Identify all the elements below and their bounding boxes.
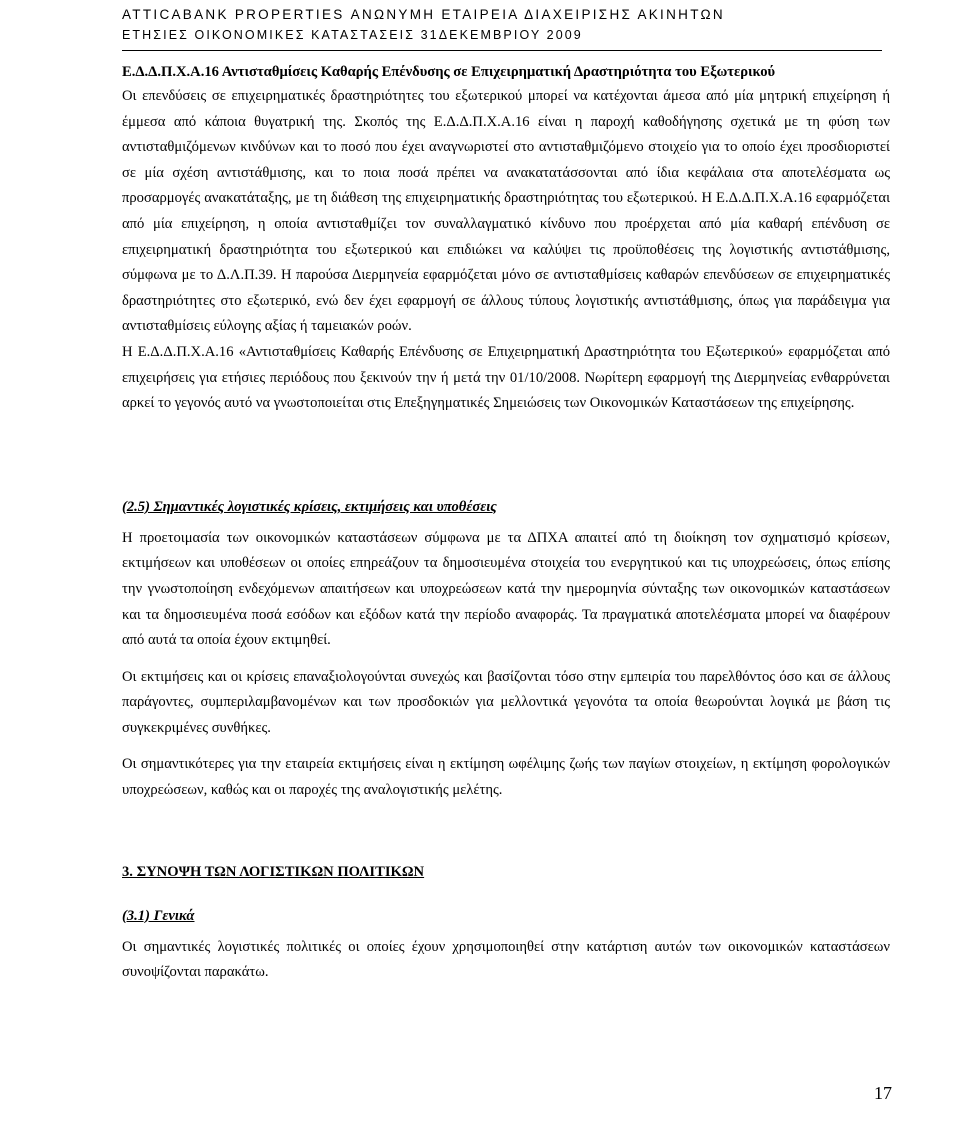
section-2-5-paragraph-3: Οι σημαντικότερες για την εταιρεία εκτιμήσεις είναι η εκτίμηση ωφέλιμης ζωής των παγίων στοιχείων, η εκτίμηση φορολογικών υποχρεώσεων, καθώς και οι παροχές της αναλογιστικής μελέτης. bbox=[122, 756, 890, 799]
section-2-5-heading: (2.5) Σημαντικές λογιστικές κρίσεις, εκτιμήσεις και υποθέσεις bbox=[122, 498, 497, 515]
section-3-1-heading: (3.1) Γενικά bbox=[122, 907, 195, 924]
section-ed16-paragraph-1: Οι επενδύσεις σε επιχειρηματικές δραστηριότητες του εξωτερικού μπορεί να κατέχονται άμεσα από μία μητρική επιχείρηση ή έμμεσα από κάποια θυγατρική της. Σκοπός της Ε.Δ.Δ.Π.Χ.Α.16 είναι η παροχή καθοδήγησης σχετικά με τη φύση των αντισταθμιζόμενων κινδύνων και το ποσό που έχει αναγνωριστεί στο αντισταθμιζόμενο στοιχείο για το οποίο έχει προσδιοριστεί σε μία σχέση αντιστάθμισης, και το ποια ποσά πρέπει να ανακατατάσσονται από ίδια κεφάλαια στα αποτελέσματα ως προσαρμογές ανακατάταξης, με τη διάθεση της επιχειρηματικής δραστηριότητας του εξωτερικού. Η Ε.Δ.Δ.Π.Χ.Α.16 εφαρμόζεται από μία επιχείρηση, η οποία αντισταθμίζει τον συναλλαγματικό κίνδυνο που προέρχεται από μία καθαρή επένδυση σε επιχειρηματική δραστηριότητα του εξωτερικού και επιδιώκει να καλύψει τις προϋποθέσεις της λογιστικής αντιστάθμισης, σύμφωνα με το Δ.Λ.Π.39. Η παρούσα Διερμηνεία εφαρμόζεται μόνο σε αντισταθμίσεις καθαρών επενδύσεων σε επιχειρηματικές δραστηριότητες στο εξωτερικό, ενώ δεν έχει εφαρμογή σε άλλους τύπους λογιστικής αντιστάθμισης, όπως για παράδειγμα για αντισταθμίσεις εύλογης αξίας ή ταμειακών ροών. bbox=[122, 88, 890, 335]
page-number: 17 bbox=[874, 1083, 892, 1103]
spacer bbox=[122, 417, 890, 495]
document-body bbox=[122, 60, 890, 986]
header-rule bbox=[122, 50, 882, 51]
spacer bbox=[122, 741, 890, 752]
section-2-5-paragraph-1: Η προετοιμασία των οικονομικών καταστάσεων σύμφωνα με τα ΔΠΧΑ απαιτεί από τη διοίκηση τον σχηματισμό κρίσεων, εκτιμήσεων και υποθέσεων οι οποίες επηρεάζουν τα δημοσιευμένα στοιχεία του ενεργητικού και τις υποχρεώσεις, όπως επίσης την γνωστοποίηση ενδεχόμενων απαιτήσεων και υποχρεώσεων κατά την ημερομηνία σύνταξης των οικονομικών καταστάσεων και τα δημοσιευμένα ποσά εσόδων και εξόδων κατά την περίοδο αναφοράς. Τα πραγματικά αποτελέσματα μπορεί να διαφέρουν από αυτά τα οποία έχουν εκτιμηθεί. bbox=[122, 529, 890, 649]
spacer bbox=[122, 519, 890, 526]
section-3-heading: 3. ΣΥΝΟΨΗ ΤΩΝ ΛΟΓΙΣΤΙΚΩΝ ΠΟΛΙΤΙΚΩΝ bbox=[122, 863, 425, 880]
section-ed16-title: Ε.Δ.Δ.Π.Χ.Α.16 Αντισταθμίσεις Καθαρής Επένδυσης σε Επιχειρηματική Δραστηριότητα του Εξωτερικού bbox=[122, 64, 776, 80]
spacer bbox=[122, 928, 890, 935]
section-ed16-paragraph-2: Η Ε.Δ.Δ.Π.Χ.Α.16 «Αντισταθμίσεις Καθαρής Επένδυσης σε Επιχειρηματική Δραστηριότητα του Εξωτερικού» εφαρμόζεται από επιχειρήσεις για ετήσιες περιόδους που ξεκινούν την ή μετά την 01/10/2008. Νωρίτερη εφαρμογή της Διερμηνείας ενθαρρύνεται αρκεί το γεγονός αυτό να γνωστοποιείται στις Επεξηγηματικές Σημειώσεις των Οικονομικών Καταστάσεων της επιχείρησης. bbox=[122, 343, 890, 412]
spacer bbox=[122, 804, 890, 860]
header-company-name: ATTICABANK PROPERTIES ΑΝΩΝΥΜΗ ΕΤΑΙΡΕΙΑ ΔΙΑΧΕΙΡΙΣΗΣ ΑΚΙΝΗΤΩΝ bbox=[122, 7, 725, 22]
section-3-1-paragraph-1: Οι σημαντικές λογιστικές πολιτικές οι οποίες έχουν χρησιμοποιηθεί στην κατάρτιση αυτών των οικονομικών καταστάσεων συνοψίζονται παρακάτω. bbox=[122, 938, 890, 981]
spacer bbox=[122, 654, 890, 665]
spacer bbox=[122, 884, 890, 904]
section-2-5-paragraph-2: Οι εκτιμήσεις και οι κρίσεις επαναξιολογούνται συνεχώς και βασίζονται τόσο στην εμπειρία του παρελθόντος όσο και σε άλλους παράγοντες, συμπεριλαμβανομένων και των προσδοκιών για μελλοντικά γεγονότα τα οποία θεωρούνται λογικά με βάση τις συγκεκριμένες συνθήκες. bbox=[122, 668, 890, 736]
header-report-title: ΕΤΗΣΙΕΣ ΟΙΚΟΝΟΜΙΚΕΣ ΚΑΤΑΣΤΑΣΕΙΣ 31ΔΕΚΕΜΒΡΙΟΥ 2009 bbox=[122, 28, 583, 42]
